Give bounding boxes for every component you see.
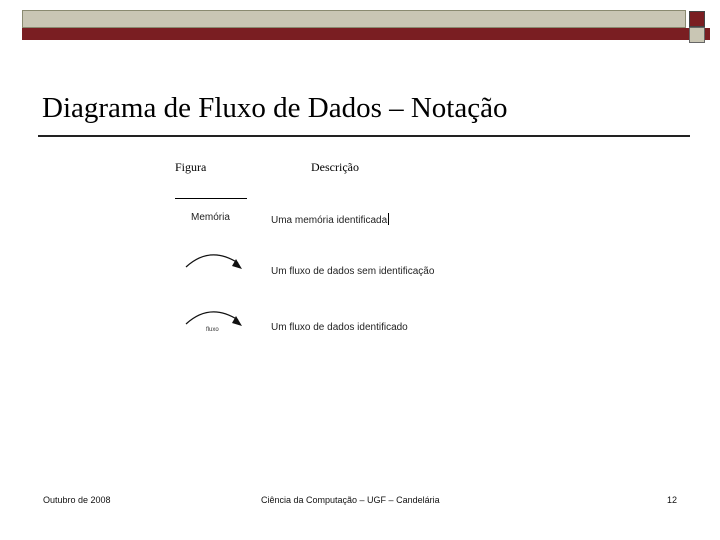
footer-date: Outubro de 2008: [43, 495, 111, 505]
top-bar-dark-stripe: [22, 28, 710, 40]
top-bar-square-dark: [689, 11, 705, 27]
description-unnamed-flow: Um fluxo de dados sem identificação: [271, 266, 435, 277]
top-bar-square-light: [689, 27, 705, 43]
slide-title: Diagrama de Fluxo de Dados – Notação: [42, 92, 508, 124]
footer-course: Ciência da Computação – UGF – Candelária: [261, 495, 440, 505]
top-bar-light-stripe: [22, 10, 686, 28]
title-underline: [38, 135, 690, 137]
column-header-figure: Figura: [175, 160, 207, 174]
unnamed-flow-arrow-icon: [180, 249, 250, 273]
named-flow-label: fluxo: [206, 327, 219, 333]
description-named-flow: Um fluxo de dados identificado: [271, 322, 408, 333]
description-data-store: Uma memória identificada: [271, 215, 388, 226]
data-store-line: [175, 198, 247, 199]
text-cursor: [388, 213, 389, 225]
page-number: 12: [667, 495, 678, 505]
column-header-description: Descrição: [311, 160, 359, 174]
data-store-label: Memória: [191, 212, 230, 223]
top-decorative-bar: [22, 10, 710, 42]
